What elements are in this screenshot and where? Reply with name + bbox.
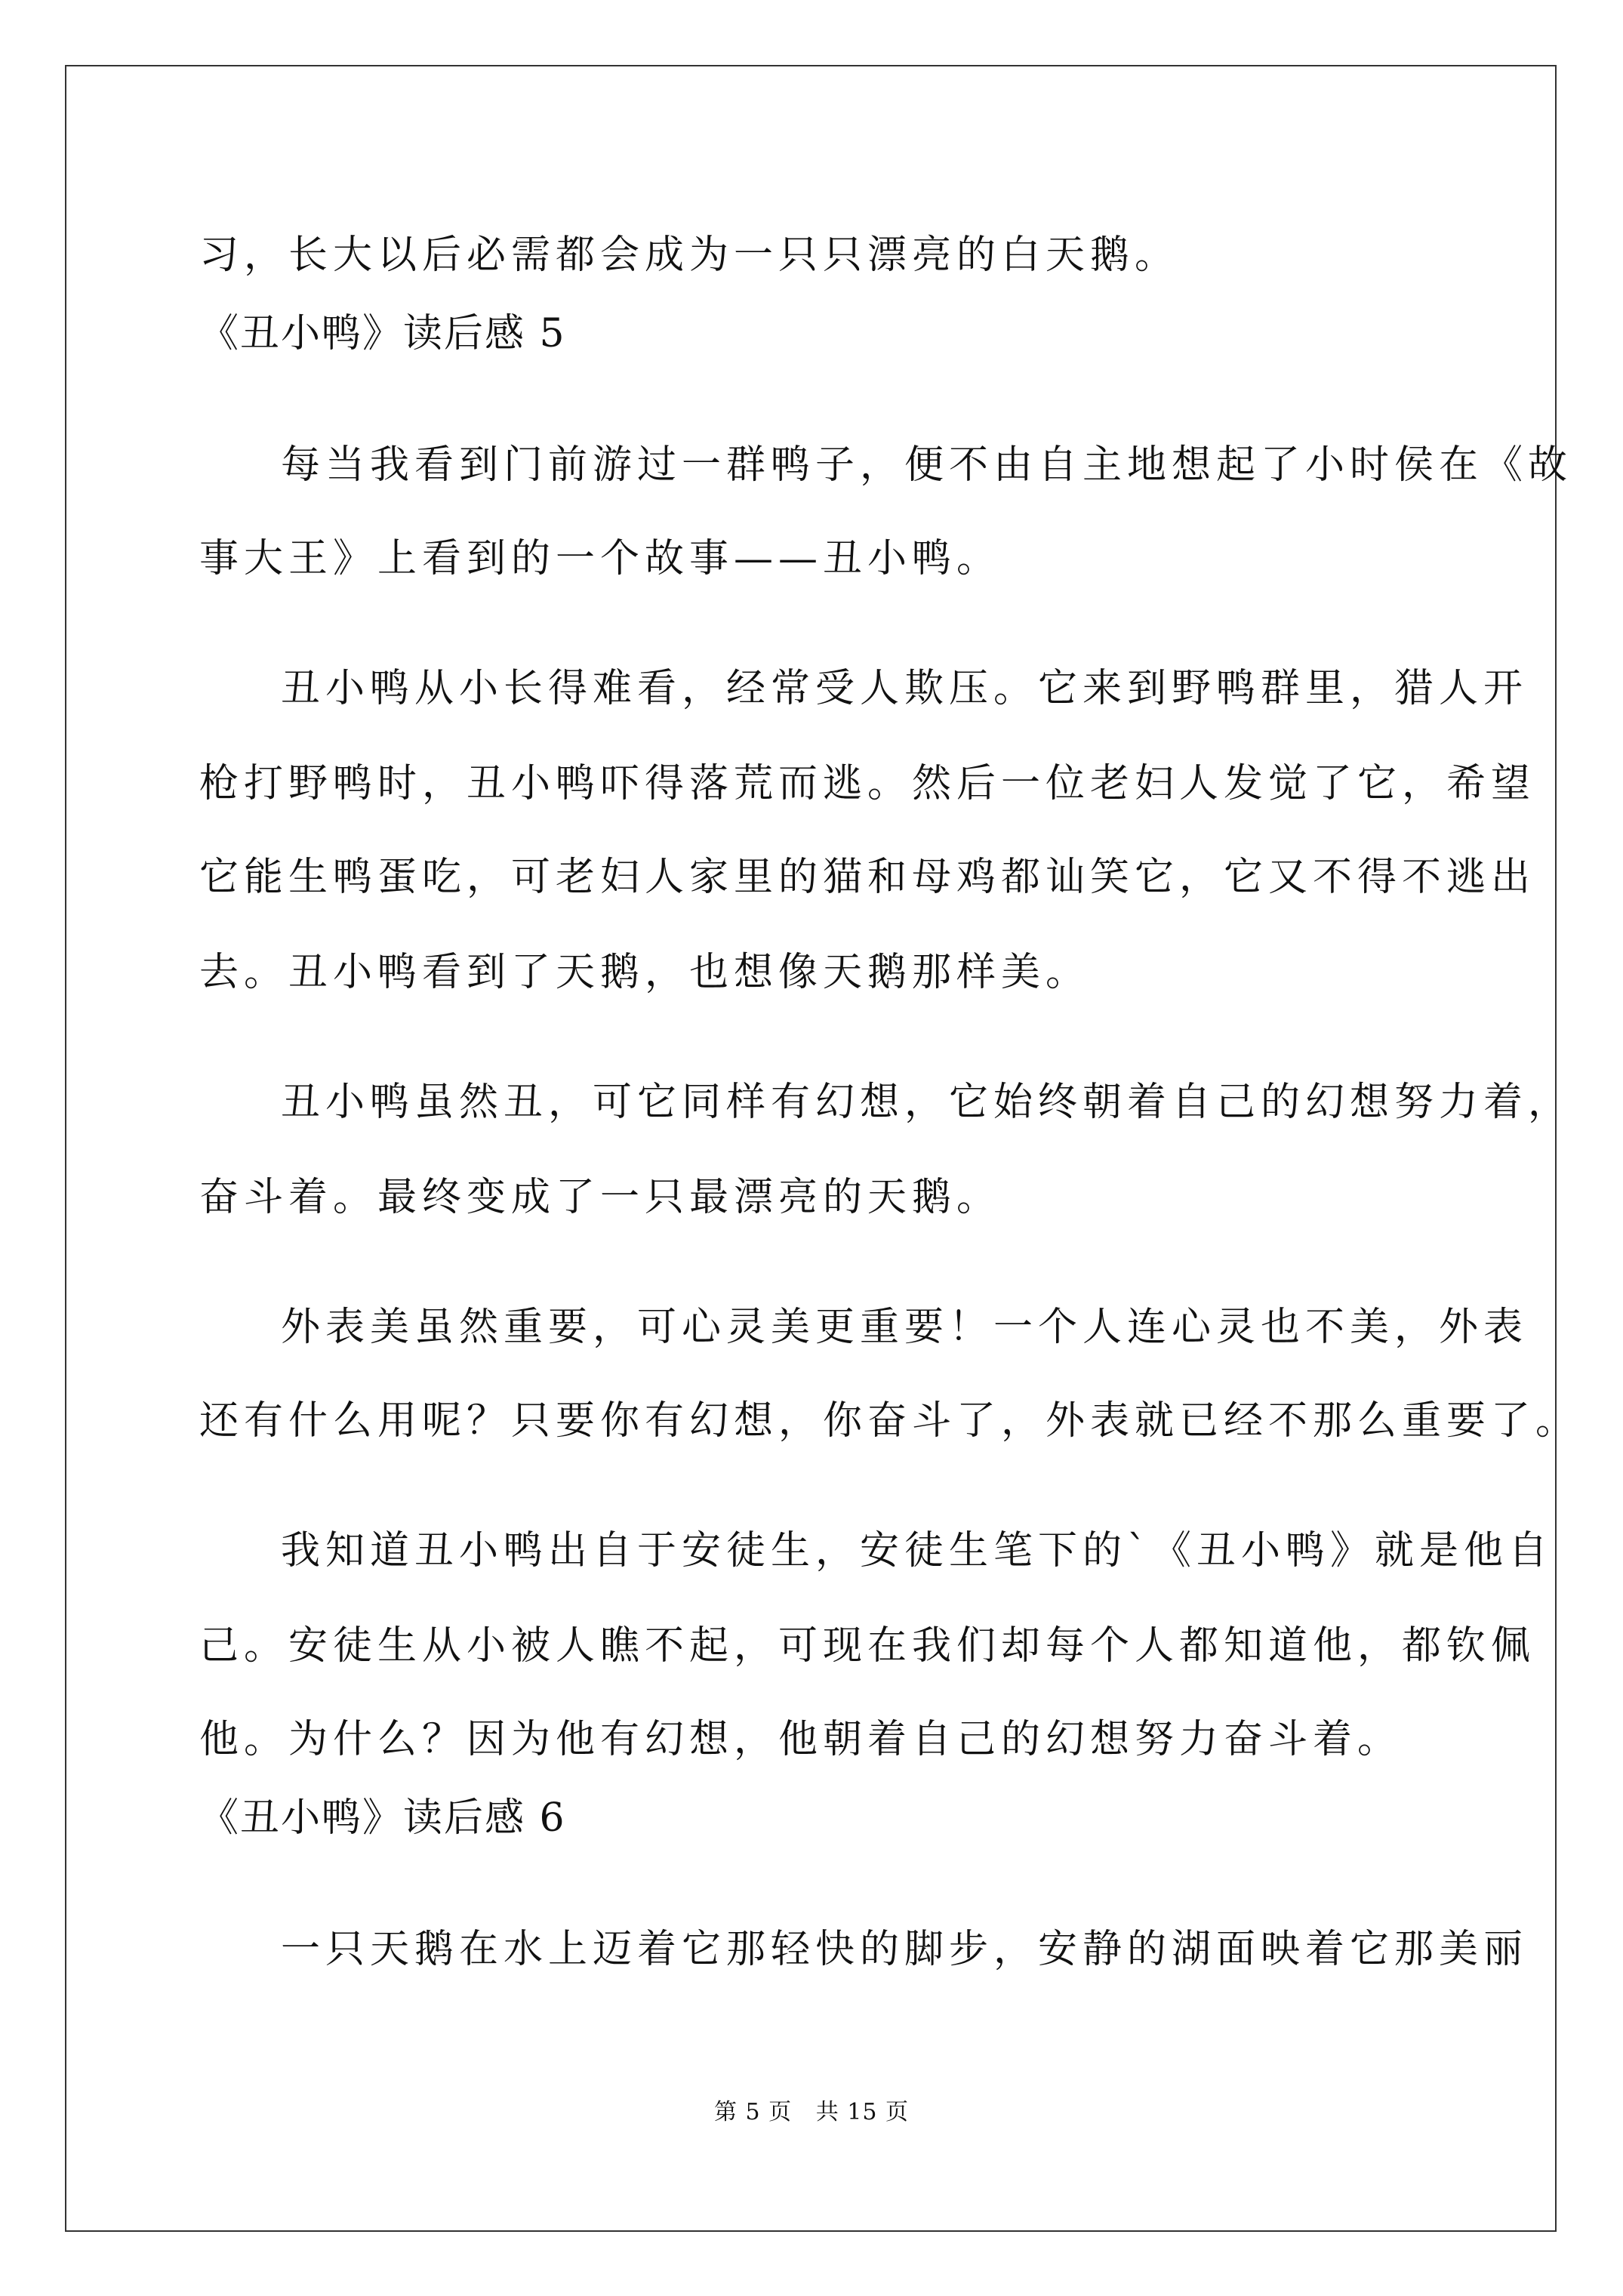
text-line: 它能生鸭蛋吃，可老妇人家里的猫和母鸡都讪笑它，它又不得不逃出	[199, 855, 1536, 900]
text-line: 他。为什么？因为他有幻想，他朝着自己的幻想努力奋斗着。	[199, 1717, 1403, 1762]
section-heading: 《丑小鸭》读后感 6	[199, 1795, 566, 1841]
text-line: 枪打野鸭时，丑小鸭吓得落荒而逃。然后一位老妇人发觉了它，希望	[199, 761, 1536, 806]
text-line: 去。丑小鸭看到了天鹅，也想像天鹅那样美。	[199, 950, 1091, 995]
text-line: 还有什么用呢？只要你有幻想，你奋斗了，外表就已经不那么重要了。	[199, 1398, 1581, 1444]
text-line: 每当我看到门前游过一群鸭子，便不由自主地想起了小时侯在《故	[281, 442, 1573, 488]
page-border	[65, 65, 1557, 2232]
text-line: 奋斗着。最终变成了一只最漂亮的天鹅。	[199, 1175, 1002, 1220]
text-line: 事大王》上看到的一个故事——丑小鸭。	[199, 536, 1002, 581]
section-heading: 《丑小鸭》读后感 5	[199, 311, 566, 356]
text-line: 一只天鹅在水上迈着它那轻快的脚步，安静的湖面映着它那美丽	[281, 1927, 1529, 1972]
text-line: 己。安徒生从小被人瞧不起，可现在我们却每个人都知道他，都钦佩	[199, 1623, 1536, 1669]
text-line: 丑小鸭虽然丑，可它同样有幻想，它始终朝着自己的幻想努力着，	[281, 1080, 1573, 1125]
text-line: 丑小鸭从小长得难看，经常受人欺压。它来到野鸭群里，猎人开	[281, 666, 1529, 711]
text-line: 外表美虽然重要，可心灵美更重要！一个人连心灵也不美，外表	[281, 1305, 1529, 1350]
text-line: 习，长大以后必需都会成为一只只漂亮的白天鹅。	[199, 233, 1180, 278]
page-number-footer: 第 5 页 共 15 页	[713, 2099, 909, 2125]
text-line: 我知道丑小鸭出自于安徒生，安徒生笔下的`《丑小鸭》就是他自	[281, 1528, 1554, 1573]
